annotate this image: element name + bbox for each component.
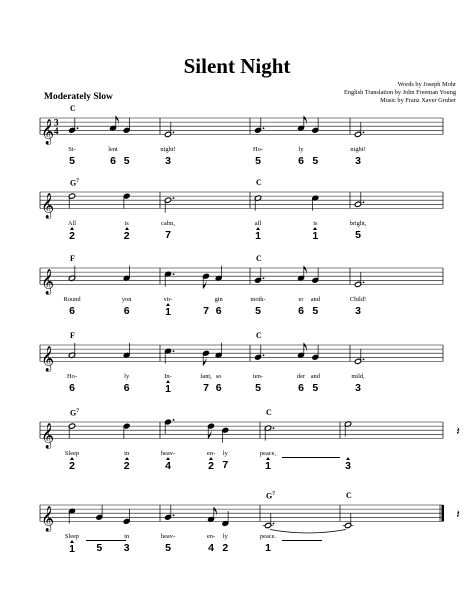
lyric-syllable: vir- [163, 296, 173, 304]
lyric-syllable: peace, [259, 450, 277, 458]
hole-number-text: 5 [312, 155, 319, 168]
lyric-syllable: and [310, 373, 320, 381]
harmonica-hole-number [251, 383, 265, 394]
hole-number-text: 6 [69, 305, 75, 318]
hole-number-text: 7 [203, 305, 209, 318]
lyric-syllable: gin [214, 296, 223, 304]
chord-extension: 7 [272, 491, 275, 497]
hole-number-text: 5 [69, 155, 75, 168]
lyric-syllable: peace. [259, 533, 277, 541]
lyric-syllable: All [67, 220, 77, 228]
augmentation-dot [363, 131, 365, 133]
composer-credit: Music by Franz Xaver Gruber [380, 97, 456, 105]
harmonica-hole-number [65, 156, 79, 167]
chord-symbol: C [346, 491, 352, 500]
translator-credit: English Translation by John Freeman Young [344, 89, 456, 97]
lyric-syllable: all [254, 220, 262, 228]
eighth-flag [214, 507, 217, 516]
lyric-syllable: ten- [253, 373, 263, 381]
chord-symbol: $G^7$ [70, 408, 79, 418]
harmonica-hole-number [161, 380, 175, 395]
harmonica-hole-number [161, 457, 175, 472]
lyric-syllable: is [124, 220, 129, 228]
hole-number-text: 1 [265, 460, 271, 473]
harmonica-hole-number [65, 540, 79, 555]
treble-clef-icon: 𝄞 [41, 506, 55, 532]
tie-curve [270, 530, 346, 534]
harmonica-hole-number [261, 543, 275, 554]
lyric-syllable: heav- [160, 533, 176, 541]
lyric-syllable: and [310, 296, 320, 304]
harmonica-hole-number [161, 230, 175, 241]
lyric-syllable: ly [222, 533, 228, 541]
harmonica-hole-number [120, 306, 134, 317]
augmentation-dot [363, 281, 365, 283]
harmonica-hole-number [308, 306, 322, 317]
hole-number-text: 6 [298, 382, 304, 395]
lyric-syllable: Sleep [64, 533, 80, 541]
eighth-flag [304, 116, 307, 125]
lyric-syllable: heav- [160, 450, 176, 458]
harmonica-hole-number [218, 543, 232, 554]
hole-number-text: 3 [165, 155, 171, 168]
harmonica-hole-number [120, 156, 134, 167]
augmentation-dot [77, 127, 79, 129]
chord-symbol: C [256, 254, 262, 263]
augmentation-dot [363, 358, 365, 360]
hole-number-text: 6 [110, 155, 116, 168]
lyric-syllable: Sleep [64, 450, 80, 458]
augmentation-dot [173, 514, 175, 516]
lyric-syllable: ly [222, 450, 228, 458]
harmonica-hole-number [65, 306, 79, 317]
eighth-flag [304, 266, 307, 275]
harmonica-hole-number [261, 457, 275, 472]
hole-number-text: 3 [123, 542, 130, 555]
hole-number-text: 1 [165, 383, 171, 396]
lyric-extender [282, 457, 340, 458]
hole-number-text: 5 [165, 542, 171, 555]
lyric-syllable: Ho- [253, 146, 263, 154]
harmonica-hole-number [251, 306, 265, 317]
treble-clef-icon: 𝄞 [41, 193, 55, 219]
time-signature-bottom: 4 [54, 125, 59, 136]
hole-number-text: 5 [123, 155, 130, 168]
hole-number-text: 4 [165, 460, 171, 473]
harmonica-hole-number [251, 227, 265, 242]
hole-number-text: 6 [215, 305, 222, 318]
treble-clef-icon: 𝄞 [41, 119, 55, 145]
harmonica-hole-number [120, 543, 134, 554]
augmentation-dot [173, 273, 175, 275]
hole-number-text: 4 [208, 542, 214, 555]
hole-number-text: 5 [96, 542, 103, 555]
lyric-syllable: Child! [349, 296, 367, 304]
harmonica-hole-number [65, 227, 79, 242]
harmonica-hole-number [294, 156, 308, 167]
hole-number-text: 7 [222, 459, 229, 472]
harmonica-hole-number [341, 457, 355, 472]
harmonica-hole-number [351, 230, 365, 241]
harmonica-hole-number [294, 306, 308, 317]
hole-number-text: 2 [123, 230, 130, 243]
lyric-syllable: is [313, 220, 318, 228]
augmentation-dot [173, 131, 175, 133]
hole-number-text: 1 [69, 543, 75, 556]
harmonica-hole-number [212, 306, 226, 317]
harmonica-hole-number [351, 383, 365, 394]
augmentation-dot [263, 277, 265, 279]
chord-extension: 7 [76, 408, 79, 414]
lyric-syllable: Round [63, 296, 81, 304]
harmonica-hole-number [92, 543, 106, 554]
hole-number-text: 3 [355, 305, 361, 318]
harmonica-hole-number [204, 457, 218, 472]
hole-number-text: 2 [69, 460, 75, 473]
hole-number-text: 6 [123, 382, 130, 395]
lyric-syllable: lent [108, 146, 118, 154]
harmonica-hole-number [294, 383, 308, 394]
lyric-syllable: ly [298, 146, 304, 154]
eighth-flag [304, 343, 307, 352]
chord-symbol: C [266, 408, 272, 417]
chord-symbol: C [256, 178, 262, 187]
hole-number-text: 5 [255, 305, 261, 318]
hole-number-text: 5 [312, 382, 319, 395]
harmonica-hole-number [120, 383, 134, 394]
lyric-syllable: ly [124, 373, 130, 381]
hole-number-text: 5 [255, 382, 261, 395]
harmonica-hole-number [106, 156, 120, 167]
chord-symbol: $G^7$ [70, 178, 79, 188]
harmonica-hole-number [308, 383, 322, 394]
lyric-syllable: der [296, 373, 306, 381]
lyric-syllable: yon [121, 296, 132, 304]
hole-number-text: 6 [298, 155, 304, 168]
lyric-syllable: so [215, 373, 222, 381]
harmonica-hole-number [351, 156, 365, 167]
quarter-rest: 𝄽 [456, 507, 460, 522]
harmonica-hole-number [120, 457, 134, 472]
treble-clef-icon: 𝄞 [41, 269, 55, 295]
harmonica-hole-number [161, 543, 175, 554]
tempo-marking: Moderately Slow [44, 92, 113, 102]
hole-number-text: 2 [123, 460, 130, 473]
hole-number-text: 5 [355, 229, 361, 242]
harmonica-hole-number [204, 543, 218, 554]
hole-number-text: 1 [165, 306, 171, 319]
hole-number-text: 1 [265, 542, 271, 555]
chord-symbol: F [70, 331, 75, 340]
final-barline-thick [442, 505, 445, 521]
hole-number-text: 2 [208, 460, 214, 473]
lyric-syllable: calm, [160, 220, 176, 228]
hole-number-text: 6 [69, 382, 75, 395]
lyric-syllable: mild, [351, 373, 365, 381]
hole-number-text: 5 [312, 305, 319, 318]
lyric-syllable: night! [350, 146, 366, 154]
lyric-syllable: Si- [68, 146, 76, 154]
hole-number-text: 3 [345, 460, 351, 473]
harmonica-hole-number [65, 383, 79, 394]
lyric-syllable: night! [160, 146, 176, 154]
hole-number-text: 6 [215, 382, 222, 395]
hole-number-text: 3 [355, 382, 361, 395]
lyric-syllable: en- [206, 450, 216, 458]
hole-number-text: 5 [255, 155, 261, 168]
harmonica-hole-number [251, 156, 265, 167]
harmonica-hole-number [212, 383, 226, 394]
treble-clef-icon: 𝄞 [41, 346, 55, 372]
chord-symbol: F [70, 254, 75, 263]
chord-extension: 7 [76, 178, 79, 184]
augmentation-dot [173, 350, 175, 352]
eighth-flag [116, 116, 119, 125]
augmentation-dot [263, 354, 265, 356]
hole-number-text: 7 [203, 382, 209, 395]
lyric-syllable: in [124, 533, 130, 541]
lyric-syllable: bright, [349, 220, 367, 228]
hole-number-text: 6 [123, 305, 130, 318]
harmonica-hole-number [120, 227, 134, 242]
lyric-syllable: In- [164, 373, 172, 381]
chord-symbol: $G^7$ [266, 491, 275, 501]
hole-number-text: 3 [355, 155, 361, 168]
hole-number-text: 7 [165, 229, 171, 242]
augmentation-dot [273, 523, 275, 525]
augmentation-dot [173, 419, 175, 421]
augmentation-dot [173, 197, 175, 199]
chord-symbol: C [70, 104, 76, 113]
lyric-extender [282, 540, 322, 541]
hole-number-text: 2 [222, 542, 229, 555]
lyric-syllable: en- [206, 533, 216, 541]
harmonica-hole-number [351, 306, 365, 317]
lyricist-credit: Words by Joseph Mohr [397, 81, 456, 88]
augmentation-dot [363, 201, 365, 203]
harmonica-hole-number [65, 457, 79, 472]
hole-number-text: 2 [69, 230, 75, 243]
harmonica-hole-number [161, 156, 175, 167]
time-signature-top: 3 [54, 117, 59, 128]
treble-clef-icon: 𝄞 [41, 423, 55, 449]
harmonica-hole-number [308, 227, 322, 242]
harmonica-hole-number [161, 303, 175, 318]
lyric-syllable: er [298, 296, 304, 304]
lyric-extender [86, 540, 126, 541]
chord-symbol: C [256, 331, 262, 340]
hole-number-text: 6 [298, 305, 304, 318]
hole-number-text: 1 [312, 230, 319, 243]
lyric-syllable: fant, [200, 373, 212, 381]
song-title: Silent Night [183, 54, 291, 78]
quarter-rest: 𝄽 [456, 424, 460, 439]
lyric-syllable: Ho- [67, 373, 77, 381]
augmentation-dot [273, 427, 275, 429]
lyric-syllable: moth- [250, 296, 266, 304]
hole-number-text: 1 [255, 230, 261, 243]
harmonica-hole-number [218, 460, 232, 471]
augmentation-dot [263, 127, 265, 129]
lyric-syllable: in [124, 450, 130, 458]
harmonica-hole-number [308, 156, 322, 167]
